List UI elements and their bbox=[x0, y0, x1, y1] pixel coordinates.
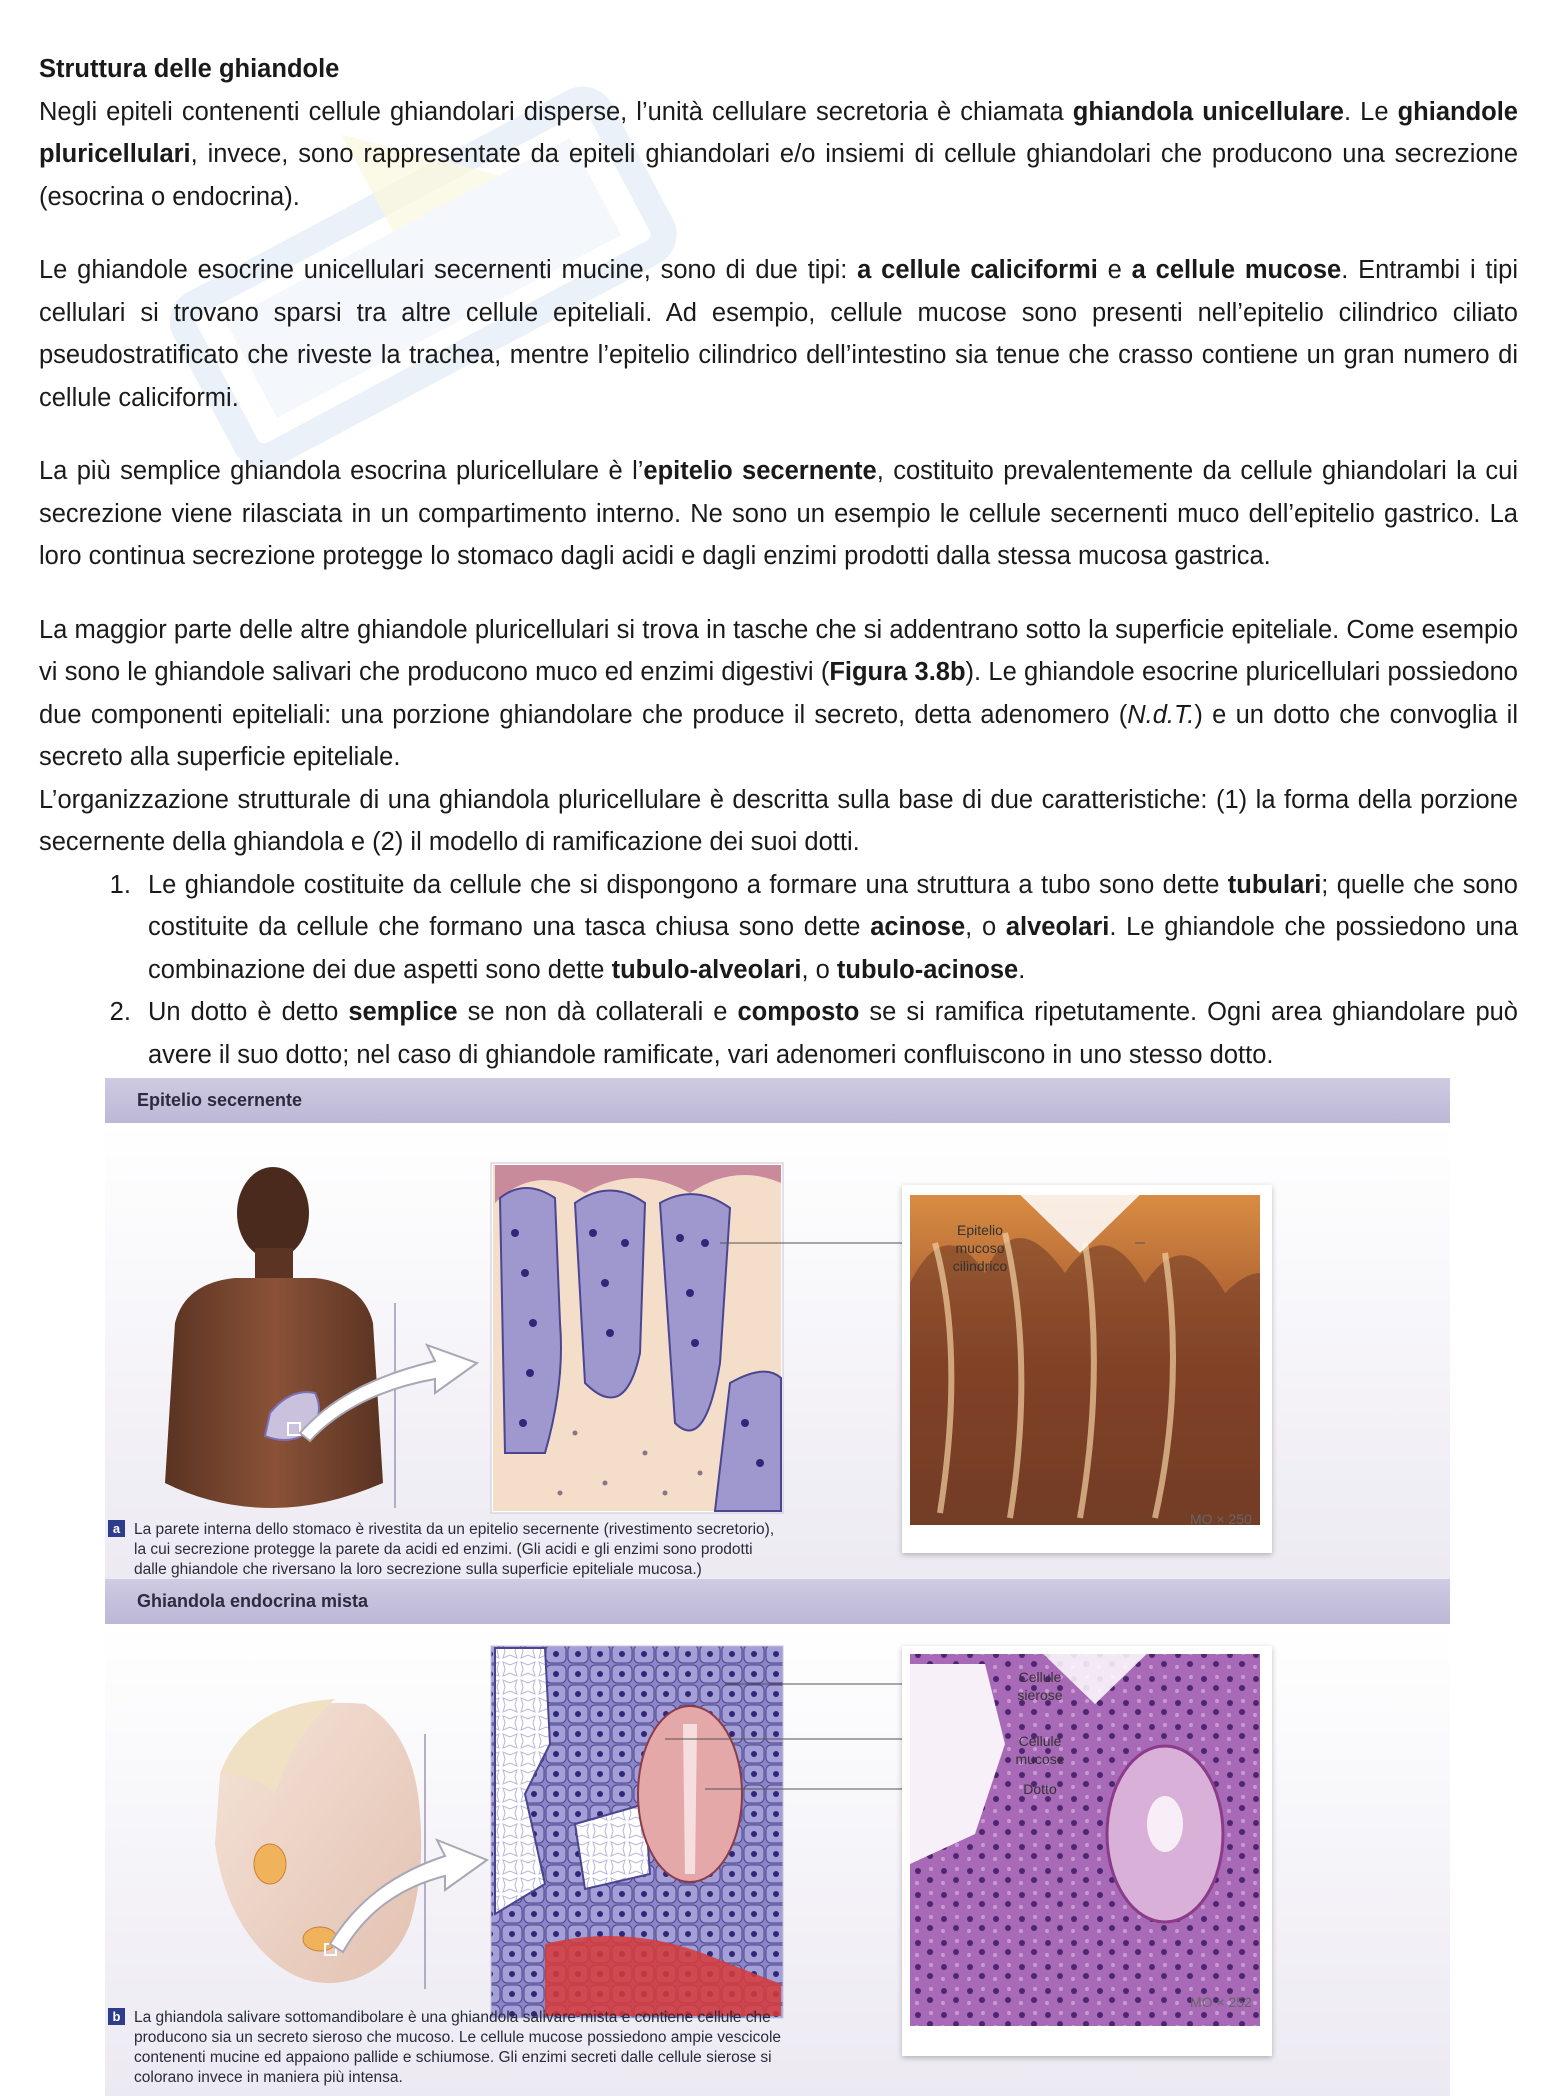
list-item: 2. Un dotto è detto semplice se non dà collaterali e composto se si ramifica ripetutamente. Ogni area ghiandolare può avere il suo dotto; nel caso di ghiandole ramificate, vari adenomeri confluiscono in uno stesso dotto. bbox=[138, 991, 1518, 1076]
figure-b-caption: b La ghiandola salivare sottomandibolare è una ghiandola salivare mista e contiene cellule che producono sia un secreto sieroso che mucoso. Le cellule mucose possiedono ampie vescicole contenenti mucine ed appaiono pallide e schiumose. Gli enzimi secreti dalle cellule sierose si colorano invece in maniera più intensa. bbox=[108, 2008, 888, 2088]
figure-b-body bbox=[105, 1624, 1450, 2096]
figure-b-header: Ghiandola endocrina mista bbox=[105, 1579, 1450, 1624]
section-title: Struttura delle ghiandole bbox=[39, 55, 340, 83]
list-item: 1. Le ghiandole costituite da cellule che si dispongono a formare una struttura a tubo sono dette tubulari; quelle che sono costituite da cellule che formano una tasca chiusa sono dette acinose, o alveolari. Le ghiandole che possiedono una combinazione dei due aspetti sono dette tubulo-alveolari, o tubulo-acinose. bbox=[138, 864, 1518, 992]
label-mucous-epithelium: Epitelio mucoso cilindrico bbox=[952, 1222, 1008, 1274]
document-body bbox=[39, 48, 1518, 1076]
caption-tag: a bbox=[108, 1520, 125, 1537]
figure-a-header: Epitelio secernente bbox=[105, 1078, 1450, 1123]
magnification-label: MO × 252 bbox=[1190, 1994, 1252, 2010]
gland-drawing bbox=[491, 1646, 925, 2018]
numbered-list bbox=[39, 864, 1518, 1077]
paragraph-3: La più semplice ghiandola esocrina pluricellulare è l’epitelio secernente, costituito prevalentemente da cellule ghiandolari la cui secrezione viene rilasciata in un compartimento interno. Ne sono un esempio le cellule secernenti muco dell’epitelio gastrico. La loro continua secrezione protegge lo stomaco dagli acidi e dagli enzimi prodotti dalla stessa mucosa gastrica. bbox=[39, 457, 1519, 570]
label-serous-cells: Cellule sierose bbox=[1017, 1669, 1063, 1703]
figure-b-panel bbox=[105, 1579, 1450, 2096]
figure-a-caption: a La parete interna dello stomaco è rivestita da un epitelio secernente (rivestimento secretorio), la cui secrezione protegge la parete da acidi ed enzimi. (Gli acidi e gli enzimi sono prodotti dalle ghiandole che riversano la loro secrezione sulla superficie epiteliale mucosa.) bbox=[108, 1520, 888, 1580]
label-mucous-cells: Cellule mucose bbox=[1015, 1733, 1065, 1767]
paragraph-1: Negli epiteli contenenti cellule ghiandolari disperse, l’unità cellulare secretoria è chiamata ghiandola unicellulare. Le ghiandole pluricellulari, invece, sono rappresentate da epiteli ghiandolari e/o insiemi di cellule ghiandolari che producono una secrezione (esocrina o endocrina). bbox=[39, 97, 1518, 211]
paragraph-2: Le ghiandole esocrine unicellulari secernenti mucine, sono di due tipi: a cellule caliciformi e a cellule mucose. Entrambi i tipi cellulari si trovano sparsi tra altre cellule epiteliali. Ad esempio, cellule mucose sono presenti nell’epitelio cilindrico ciliato pseudostratificato che riveste la trachea, mentre l’epitelio cilindrico dell’intestino sia tenue che crasso contiene un gran numero di cellule caliciformi. bbox=[39, 256, 1519, 412]
paragraph-4: La maggior parte delle altre ghiandole pluricellulari si trova in tasche che si addentrano sotto la superficie epiteliale. Come esempio vi sono le ghiandole salivari che producono muco ed enzimi digestivi (Figura 3.8b). Le ghiandole esocrine pluricellulari possiedono due componenti epiteliali: una porzione ghiandolare che produce il secreto, detta adenomero (N.d.T.) e un dotto che convoglia il secreto alla superficie epiteliale. bbox=[39, 615, 1518, 771]
human-face-image bbox=[215, 1699, 425, 1989]
human-torso-image bbox=[165, 1167, 395, 1508]
magnification-label: MO × 250 bbox=[1190, 1511, 1252, 1527]
figure-a-panel bbox=[105, 1078, 1450, 1593]
mucosa-drawing bbox=[491, 1163, 925, 1513]
caption-tag: b bbox=[108, 2008, 125, 2025]
label-duct: Dotto bbox=[1023, 1781, 1057, 1797]
figure-a-body bbox=[105, 1123, 1450, 1593]
paragraph-5: L’organizzazione strutturale di una ghiandola pluricellulare è descritta sulla base di due caratteristiche: (1) la forma della porzione secernente della ghiandola e (2) il modello di ramificazione dei suoi dotti. bbox=[39, 785, 1518, 856]
